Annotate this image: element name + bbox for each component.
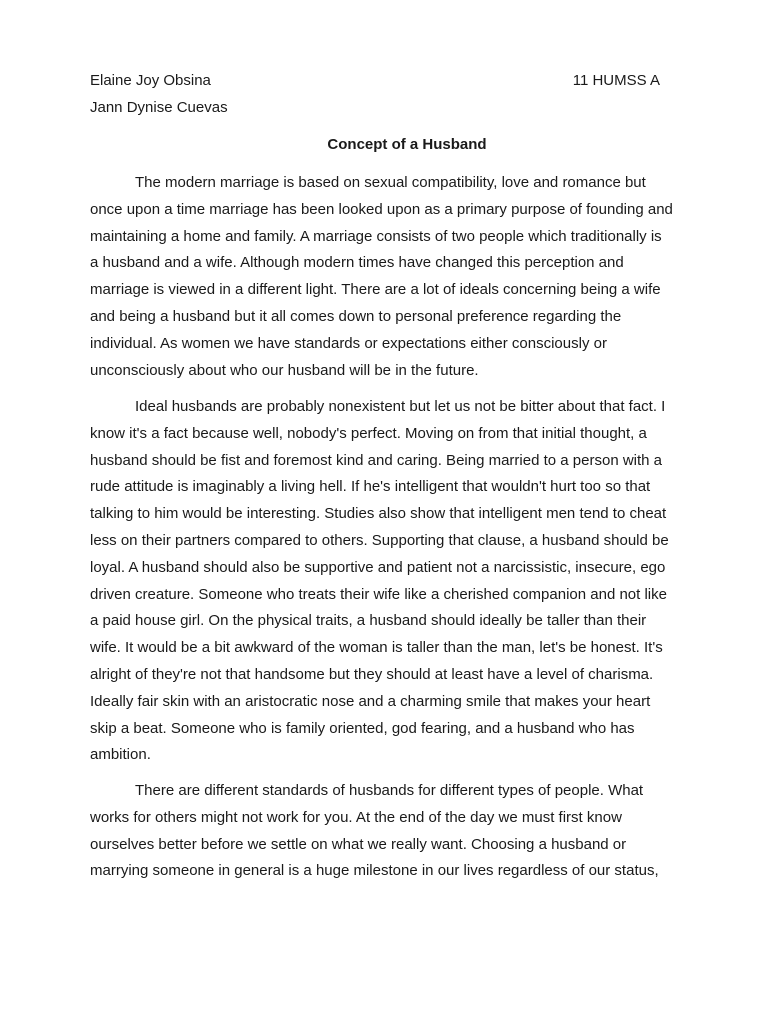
paragraph-line: driven creature. Someone who treats their wife like a cherished companion and not like <box>90 585 667 603</box>
paragraph-line: unconsciously about who our husband will be in the future. <box>90 361 479 379</box>
author-name-1: Elaine Joy Obsina <box>90 72 211 89</box>
paragraph-line: a husband and a wife. Although modern times have changed this perception and <box>90 254 624 272</box>
paragraph-2 <box>90 394 690 769</box>
paragraph-line: The modern marriage is based on sexual compatibility, love and romance but <box>135 174 646 191</box>
paragraph-line: ourselves better before we settle on what we really want. Choosing a husband or <box>90 835 627 853</box>
paragraph-line: individual. As women we have standards or expectations either consciously or <box>90 334 607 352</box>
paragraph-line: maintaining a home and family. A marriage consists of two people which traditionally is <box>90 227 662 245</box>
author-name-2: Jann Dynise Cuevas <box>90 99 228 116</box>
paragraph-line: and being a husband but it all comes down to personal preference regarding the <box>90 307 622 325</box>
paragraph-line: talking to him would be interesting. Studies also show that intelligent men tend to cheat <box>90 505 667 523</box>
paragraph-line: a paid house girl. On the physical traits, a husband should ideally be taller than their <box>90 612 647 630</box>
paragraph-line: rude attitude is imaginably a living hell. If he's intelligent that wouldn't hurt too so that <box>90 478 651 496</box>
paragraph-1 <box>90 170 690 384</box>
paragraph-line: skip a beat. Someone who is family oriented, god fearing, and a husband who has <box>90 719 635 737</box>
paragraph-line: alright of they're not that handsome but they should at least have a level of charisma. <box>90 665 654 683</box>
paragraph-line: marriage is viewed in a different light. There are a lot of ideals concerning being a wife <box>90 281 661 299</box>
paragraph-line: ambition. <box>90 746 151 764</box>
paragraph-line: once upon a time marriage has been looked upon as a primary purpose of founding and <box>90 200 673 218</box>
paragraph-line: less on their partners compared to others. Supporting that clause, a husband should be <box>90 531 669 549</box>
paragraph-line: Ideal husbands are probably nonexistent but let us not be bitter about that fact. I <box>135 398 666 415</box>
paragraph-line: loyal. A husband should also be supportive and patient not a narcissistic, insecure, ego <box>90 558 666 576</box>
paragraph-line: works for others might not work for you. At the end of the day we must first know <box>90 808 622 826</box>
paragraph-line: marrying someone in general is a huge milestone in our lives regardless of our status, <box>90 862 659 880</box>
paragraph-3 <box>90 778 690 885</box>
paragraph-line: wife. It would be a bit awkward of the woman is taller than the man, let's be honest. It's <box>90 639 663 657</box>
class-section: 11 HUMSS A <box>572 72 660 89</box>
paragraph-line: Ideally fair skin with an aristocratic nose and a charming smile that makes your heart <box>90 692 651 710</box>
essay-title: Concept of a Husband <box>327 136 487 153</box>
paragraph-line: husband should be fist and foremost kind and caring. Being married to a person with a <box>90 451 663 469</box>
paragraph-line: know it's a fact because well, nobody's perfect. Moving on from that initial thought, a <box>90 424 647 442</box>
paragraph-line: There are different standards of husbands for different types of people. What <box>135 782 644 799</box>
